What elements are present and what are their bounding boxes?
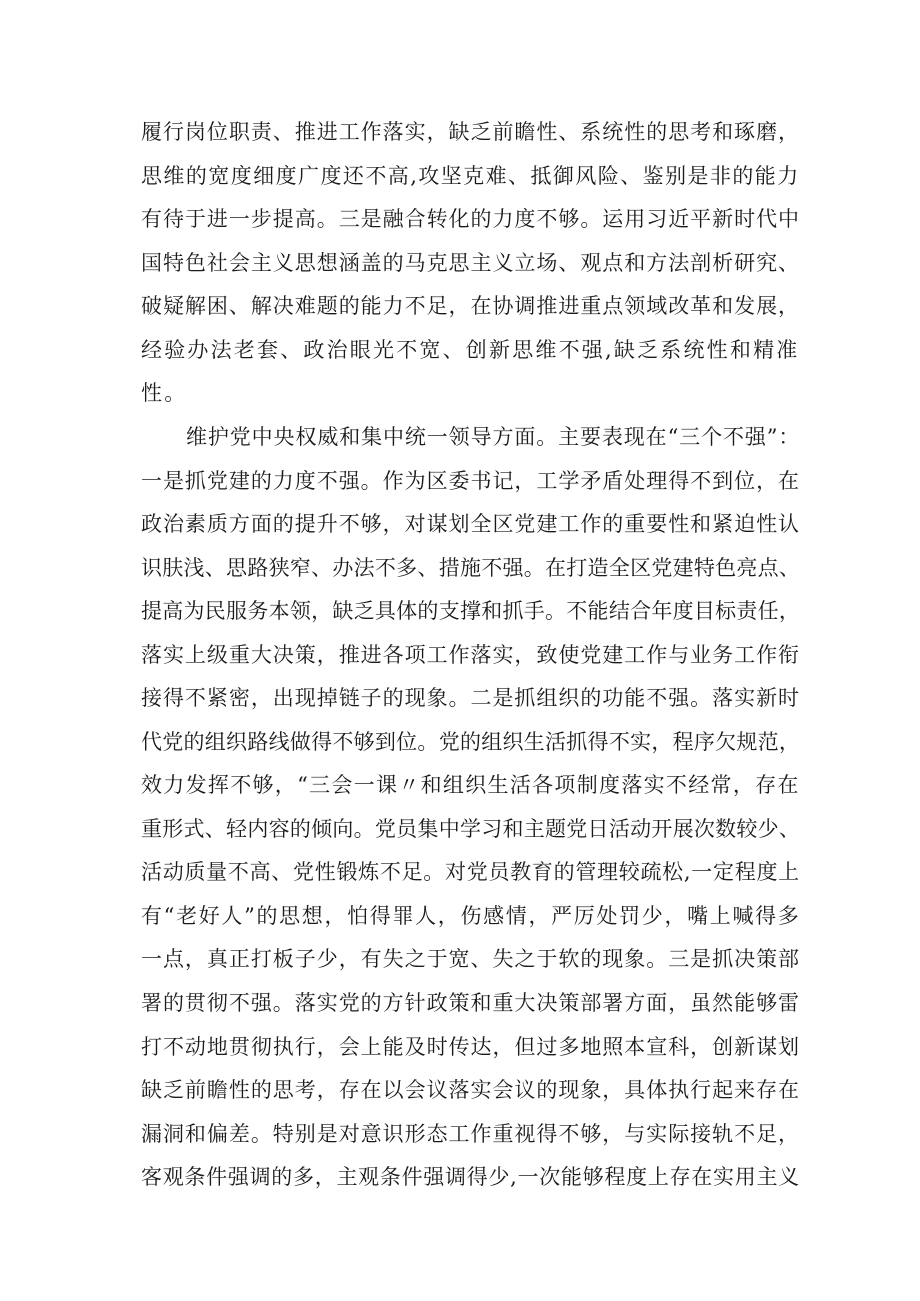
text-line: 活动质量不高、党性锻炼不足。对党员教育的管理较疏松,一定程度上 [141,860,800,884]
text-line: 客观条件强调的多，主观条件强调得少,一次能够程度上存在实用主义 [141,1165,800,1189]
text-line: 政治素质方面的提升不够，对谋划全区党建工作的重要性和紧迫性认 [141,512,800,536]
text-line: 一是抓党建的力度不强。作为区委书记，工学矛盾处理得不到位，在 [141,469,800,493]
text-line: 性。 [141,381,188,405]
text-line: 落实上级重大决策，推进各项工作落实，致使党建工作与业务工作衔 [141,643,800,667]
text-line: 有待于进一步提高。三是融合转化的力度不够。运用习近平新时代中 [141,207,800,231]
text-line: 识肤浅、思路狭窄、办法不多、措施不强。在打造全区党建特色亮点、 [141,556,801,580]
text-line: 署的贯彻不强。落实党的方针政策和重大决策部署方面，虽然能够雷 [141,991,800,1015]
text-line: 国特色社会主义思想涵盖的马克思主义立场、观点和方法剖析研究、 [141,251,800,275]
text-line: 代党的组织路线做得不够到位。党的组织生活抓得不实，程序欠规范， [141,730,801,754]
text-line: 思维的宽度细度广度还不高,攻坚克难、抵御风险、鉴别是非的能力 [141,164,800,188]
text-line: 效力发挥不够，“三会一课〃和组织生活各项制度落实不经常，存在 [141,773,800,797]
text-line: 漏洞和偏差。特别是对意识形态工作重视得不够，与实际接轨不足， [141,1122,800,1146]
text-line: 提高为民服务本领，缺乏具体的支撑和抓手。不能结合年度目标责任， [141,599,801,623]
text-line: 接得不紧密，出现掉链子的现象。二是抓组织的功能不强。落实新时 [141,686,800,710]
paragraph-first-line: 维护党中央权威和集中统一领导方面。主要表现在“三个不强”： [186,425,801,449]
text-line: 重形式、轻内容的倾向。党员集中学习和主题党日活动开展次数较少、 [141,817,801,841]
text-line: 一点，真正打板子少，有失之于宽、失之于软的现象。三是抓决策部 [141,947,800,971]
text-line: 破疑解困、解决难题的能力不足，在协调推进重点领域改革和发展， [141,294,800,318]
text-line: 打不动地贯彻执行，会上能及时传达，但过多地照本宣科，创新谋划 [141,1035,800,1059]
text-line: 经验办法老套、政治眼光不宽、创新思维不强,缺乏系统性和精准 [141,338,800,362]
text-line: 缺乏前瞻性的思考，存在以会议落实会议的现象，具体执行起来存在 [141,1078,800,1102]
text-line: 有“老好人”的思想，怕得罪人，伤感情，严厉处罚少，嘴上喊得多 [141,904,801,928]
text-line: 履行岗位职责、推进工作落实，缺乏前瞻性、系统性的思考和琢磨， [141,120,800,144]
